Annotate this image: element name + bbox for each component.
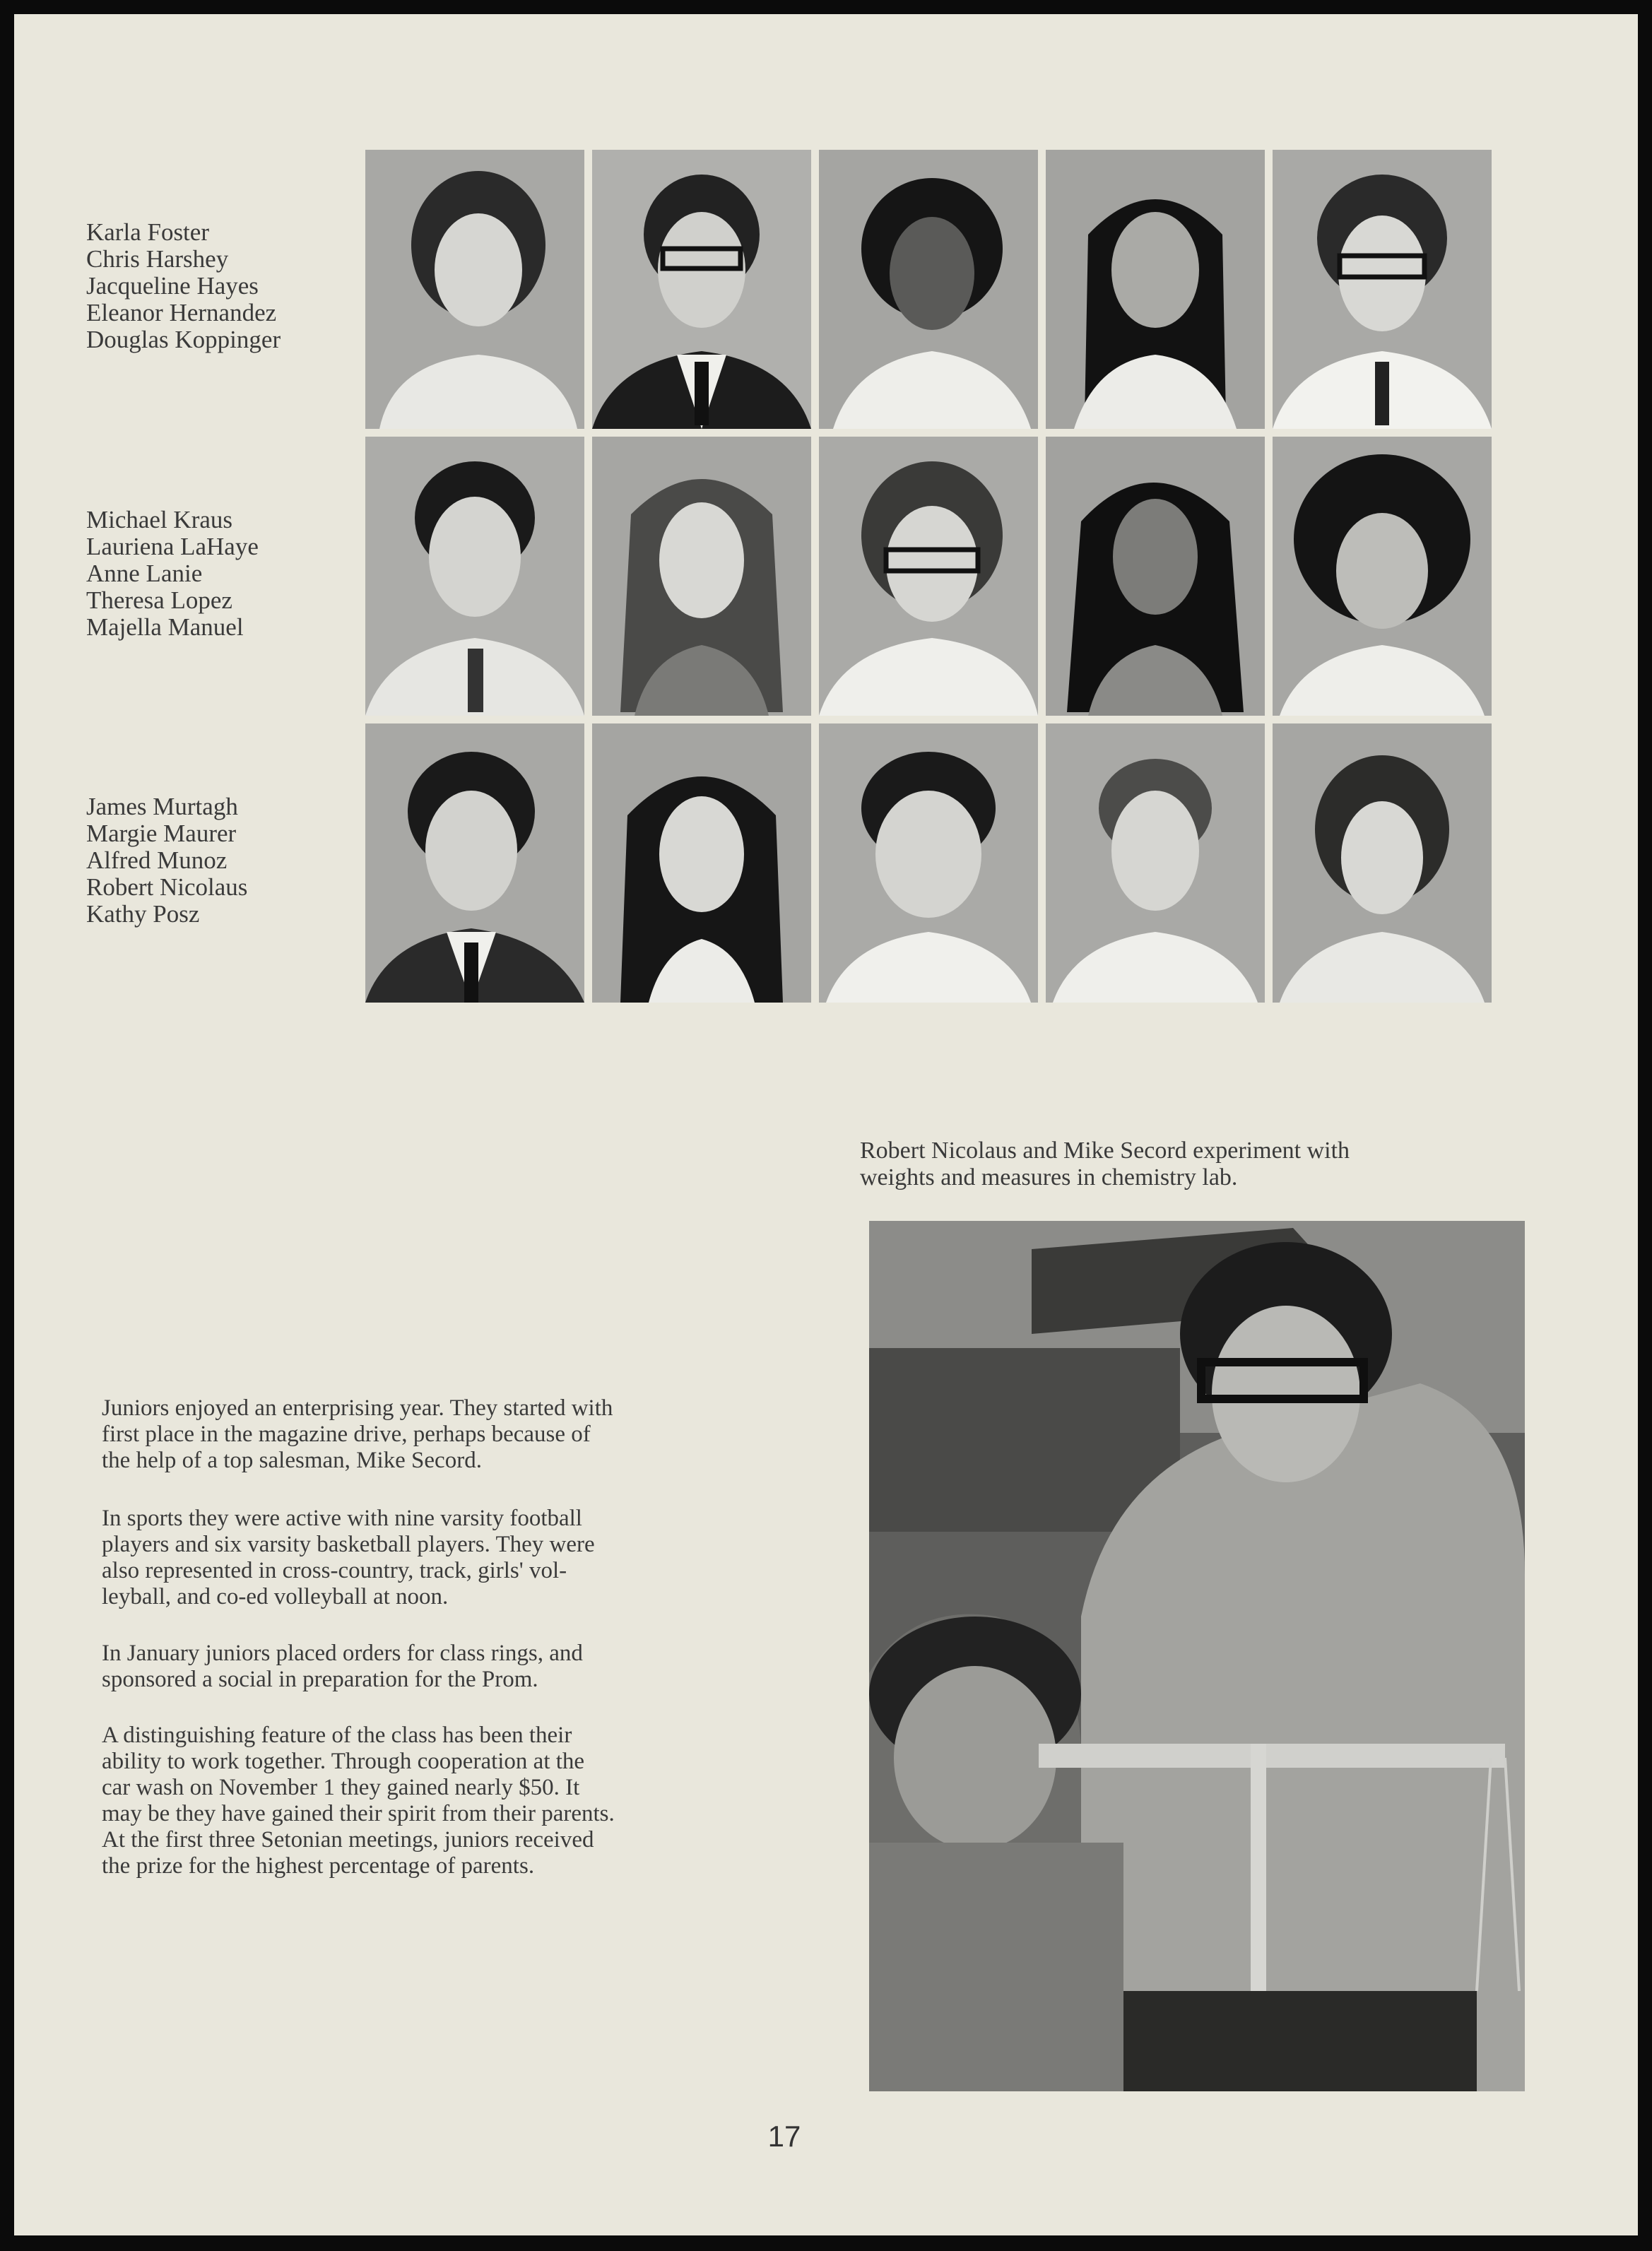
row-1-names xyxy=(86,219,369,353)
text-line: ability to work together. Through cooperation at the xyxy=(102,1749,585,1774)
portrait-photo xyxy=(819,150,1038,429)
name-label: Douglas Koppinger xyxy=(86,326,281,353)
name-label: Jacqueline Hayes xyxy=(86,272,259,300)
portrait-photo xyxy=(1046,723,1265,1003)
portrait-photo xyxy=(365,723,584,1003)
row-3-names xyxy=(86,793,369,928)
text-line: In sports they were active with nine varsity football xyxy=(102,1506,582,1531)
name-label: Lauriena LaHaye xyxy=(86,533,259,560)
text-line: sponsored a social in preparation for the Prom. xyxy=(102,1667,538,1692)
caption-line: Robert Nicolaus and Mike Secord experiment with xyxy=(860,1138,1350,1164)
caption-line: weights and measures in chemistry lab. xyxy=(860,1164,1238,1191)
portrait-photo xyxy=(819,723,1038,1003)
body-paragraph xyxy=(102,1641,808,1693)
portrait-photo xyxy=(592,150,811,429)
portrait-photo xyxy=(1273,437,1492,716)
portrait-photo xyxy=(1273,723,1492,1003)
yearbook-page xyxy=(14,14,1638,2235)
name-label: Karla Foster xyxy=(86,218,209,246)
name-label: James Murtagh xyxy=(86,793,238,820)
name-label: Robert Nicolaus xyxy=(86,873,248,901)
text-line: also represented in cross-country, track, girls' vol- xyxy=(102,1558,567,1583)
portrait-photo xyxy=(1046,437,1265,716)
text-line: In January juniors placed orders for class rings, and xyxy=(102,1641,583,1666)
text-line: first place in the magazine drive, perhaps because of xyxy=(102,1422,591,1447)
body-paragraph xyxy=(102,1506,808,1610)
body-paragraph xyxy=(102,1395,808,1474)
page-number: 17 xyxy=(767,2120,801,2153)
name-label: Alfred Munoz xyxy=(86,846,228,874)
row-2-names xyxy=(86,507,369,641)
body-paragraph xyxy=(102,1723,808,1879)
name-label: Eleanor Hernandez xyxy=(86,299,277,326)
name-label: Chris Harshey xyxy=(86,245,229,273)
portrait-photo xyxy=(1046,150,1265,429)
name-label: Michael Kraus xyxy=(86,506,233,533)
text-line: the help of a top salesman, Mike Secord. xyxy=(102,1448,482,1473)
name-label: Anne Lanie xyxy=(86,560,203,587)
portrait-photo xyxy=(365,437,584,716)
name-label: Margie Maurer xyxy=(86,820,237,847)
portrait-photo xyxy=(819,437,1038,716)
text-line: car wash on November 1 they gained nearly $50. It xyxy=(102,1775,580,1800)
chemistry-lab-photo xyxy=(869,1221,1525,2091)
name-label: Kathy Posz xyxy=(86,900,200,928)
text-line: the prize for the highest percentage of parents. xyxy=(102,1853,535,1879)
portrait-photo xyxy=(592,437,811,716)
portrait-photo xyxy=(592,723,811,1003)
text-line: At the first three Setonian meetings, juniors received xyxy=(102,1827,594,1853)
name-label: Majella Manuel xyxy=(86,613,244,641)
text-line: Juniors enjoyed an enterprising year. They started with xyxy=(102,1395,613,1421)
text-line: leyball, and co-ed volleyball at noon. xyxy=(102,1584,449,1609)
text-line: players and six varsity basketball players. They were xyxy=(102,1532,595,1557)
name-label: Theresa Lopez xyxy=(86,586,232,614)
portrait-photo xyxy=(1273,150,1492,429)
text-line: A distinguishing feature of the class has been their xyxy=(102,1723,572,1748)
portrait-photo xyxy=(365,150,584,429)
photo-caption xyxy=(860,1138,1538,1191)
text-line: may be they have gained their spirit from their parents. xyxy=(102,1801,615,1826)
